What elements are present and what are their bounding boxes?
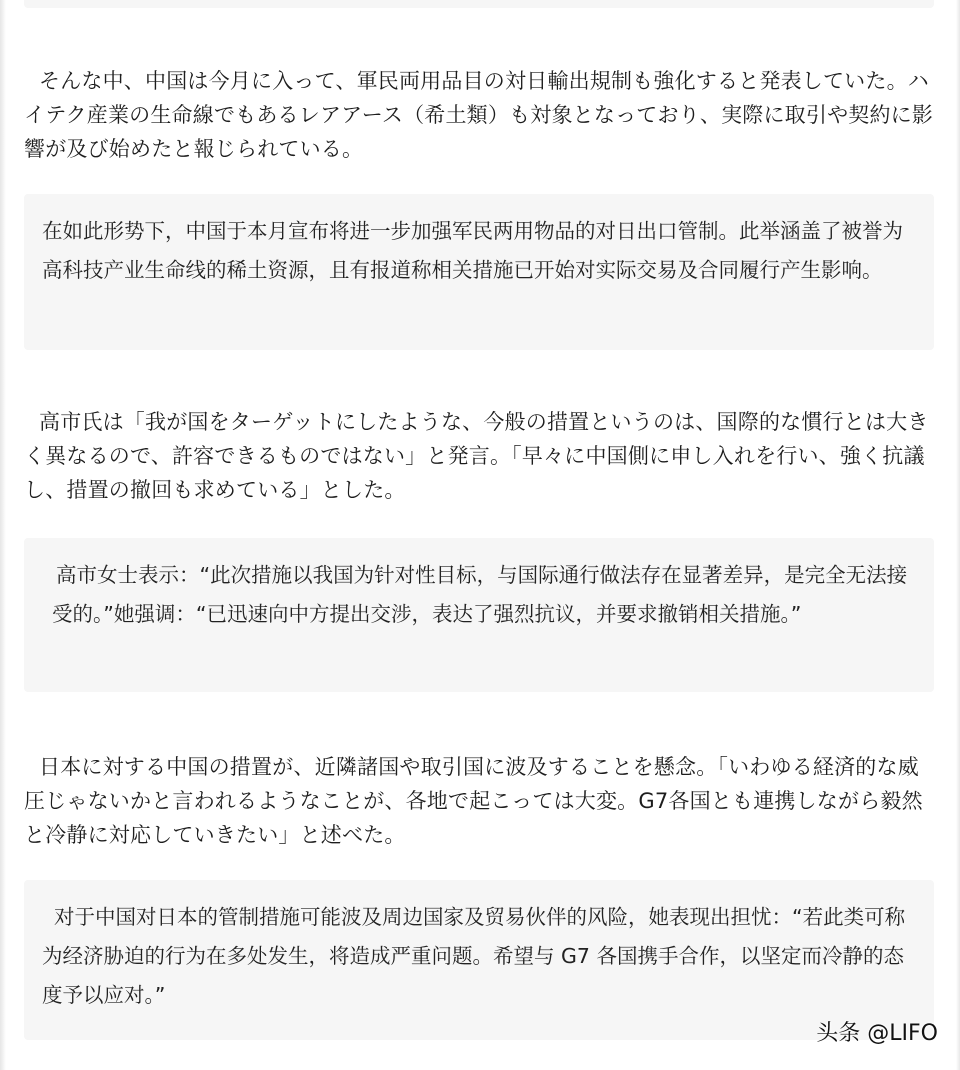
japanese-paragraph-3: 日本に対する中国の措置が、近隣諸国や取引国に波及することを懸念。「いわゆる経済的な威圧じゃないかと言われるようなことが、各地で起こっては大変。G7各国とも連携しながら毅然と冷静に対応していきたい」と述べた。 [24, 755, 923, 847]
page-left-edge [0, 0, 6, 1070]
chinese-translation-2: 高市女士表示：“此次措施以我国为针对性目标，与国际通行做法存在显著差异，是完全无法接受的。”她强调：“已迅速向中方提出交涉，表达了强烈抗议，并要求撤销相关措施。” [24, 538, 934, 692]
page-right-edge [956, 0, 960, 1070]
chinese-translation-3: 对于中国对日本的管制措施可能波及周边国家及贸易伙伴的风险，她表现出担忧：“若此类可称为经济胁迫的行为在多处发生，将造成严重问题。希望与 G7 各国携手合作，以坚定而冷静的态度予以应对。” [24, 880, 934, 1040]
japanese-paragraph-1: そんな中、中国は今月に入って、軍民両用品目の対日輸出規制も強化すると発表していた。ハイテク産業の生命線でもあるレアアース（希土類）も対象となっており、実際に取引や契約に影響が及び始めたと報じられている。 [24, 69, 934, 161]
japanese-paragraph-2: 高市氏は「我が国をターゲットにしたような、今般の措置というのは、国際的な慣行とは大きく異なるので、許容できるものではない」と発言。「早々に中国側に申し入れを行い、強く抗議し、措置の撤回も求めている」とした。 [24, 410, 929, 502]
previous-translation-box [24, 0, 934, 8]
chinese-translation-1: 在如此形势下，中国于本月宣布将进一步加强军民两用物品的对日出口管制。此举涵盖了被誉为高科技产业生命线的稀土资源，且有报道称相关措施已开始对实际交易及合同履行产生影响。 [24, 194, 934, 350]
source-watermark: 头条 @LIFO [816, 1021, 938, 1046]
